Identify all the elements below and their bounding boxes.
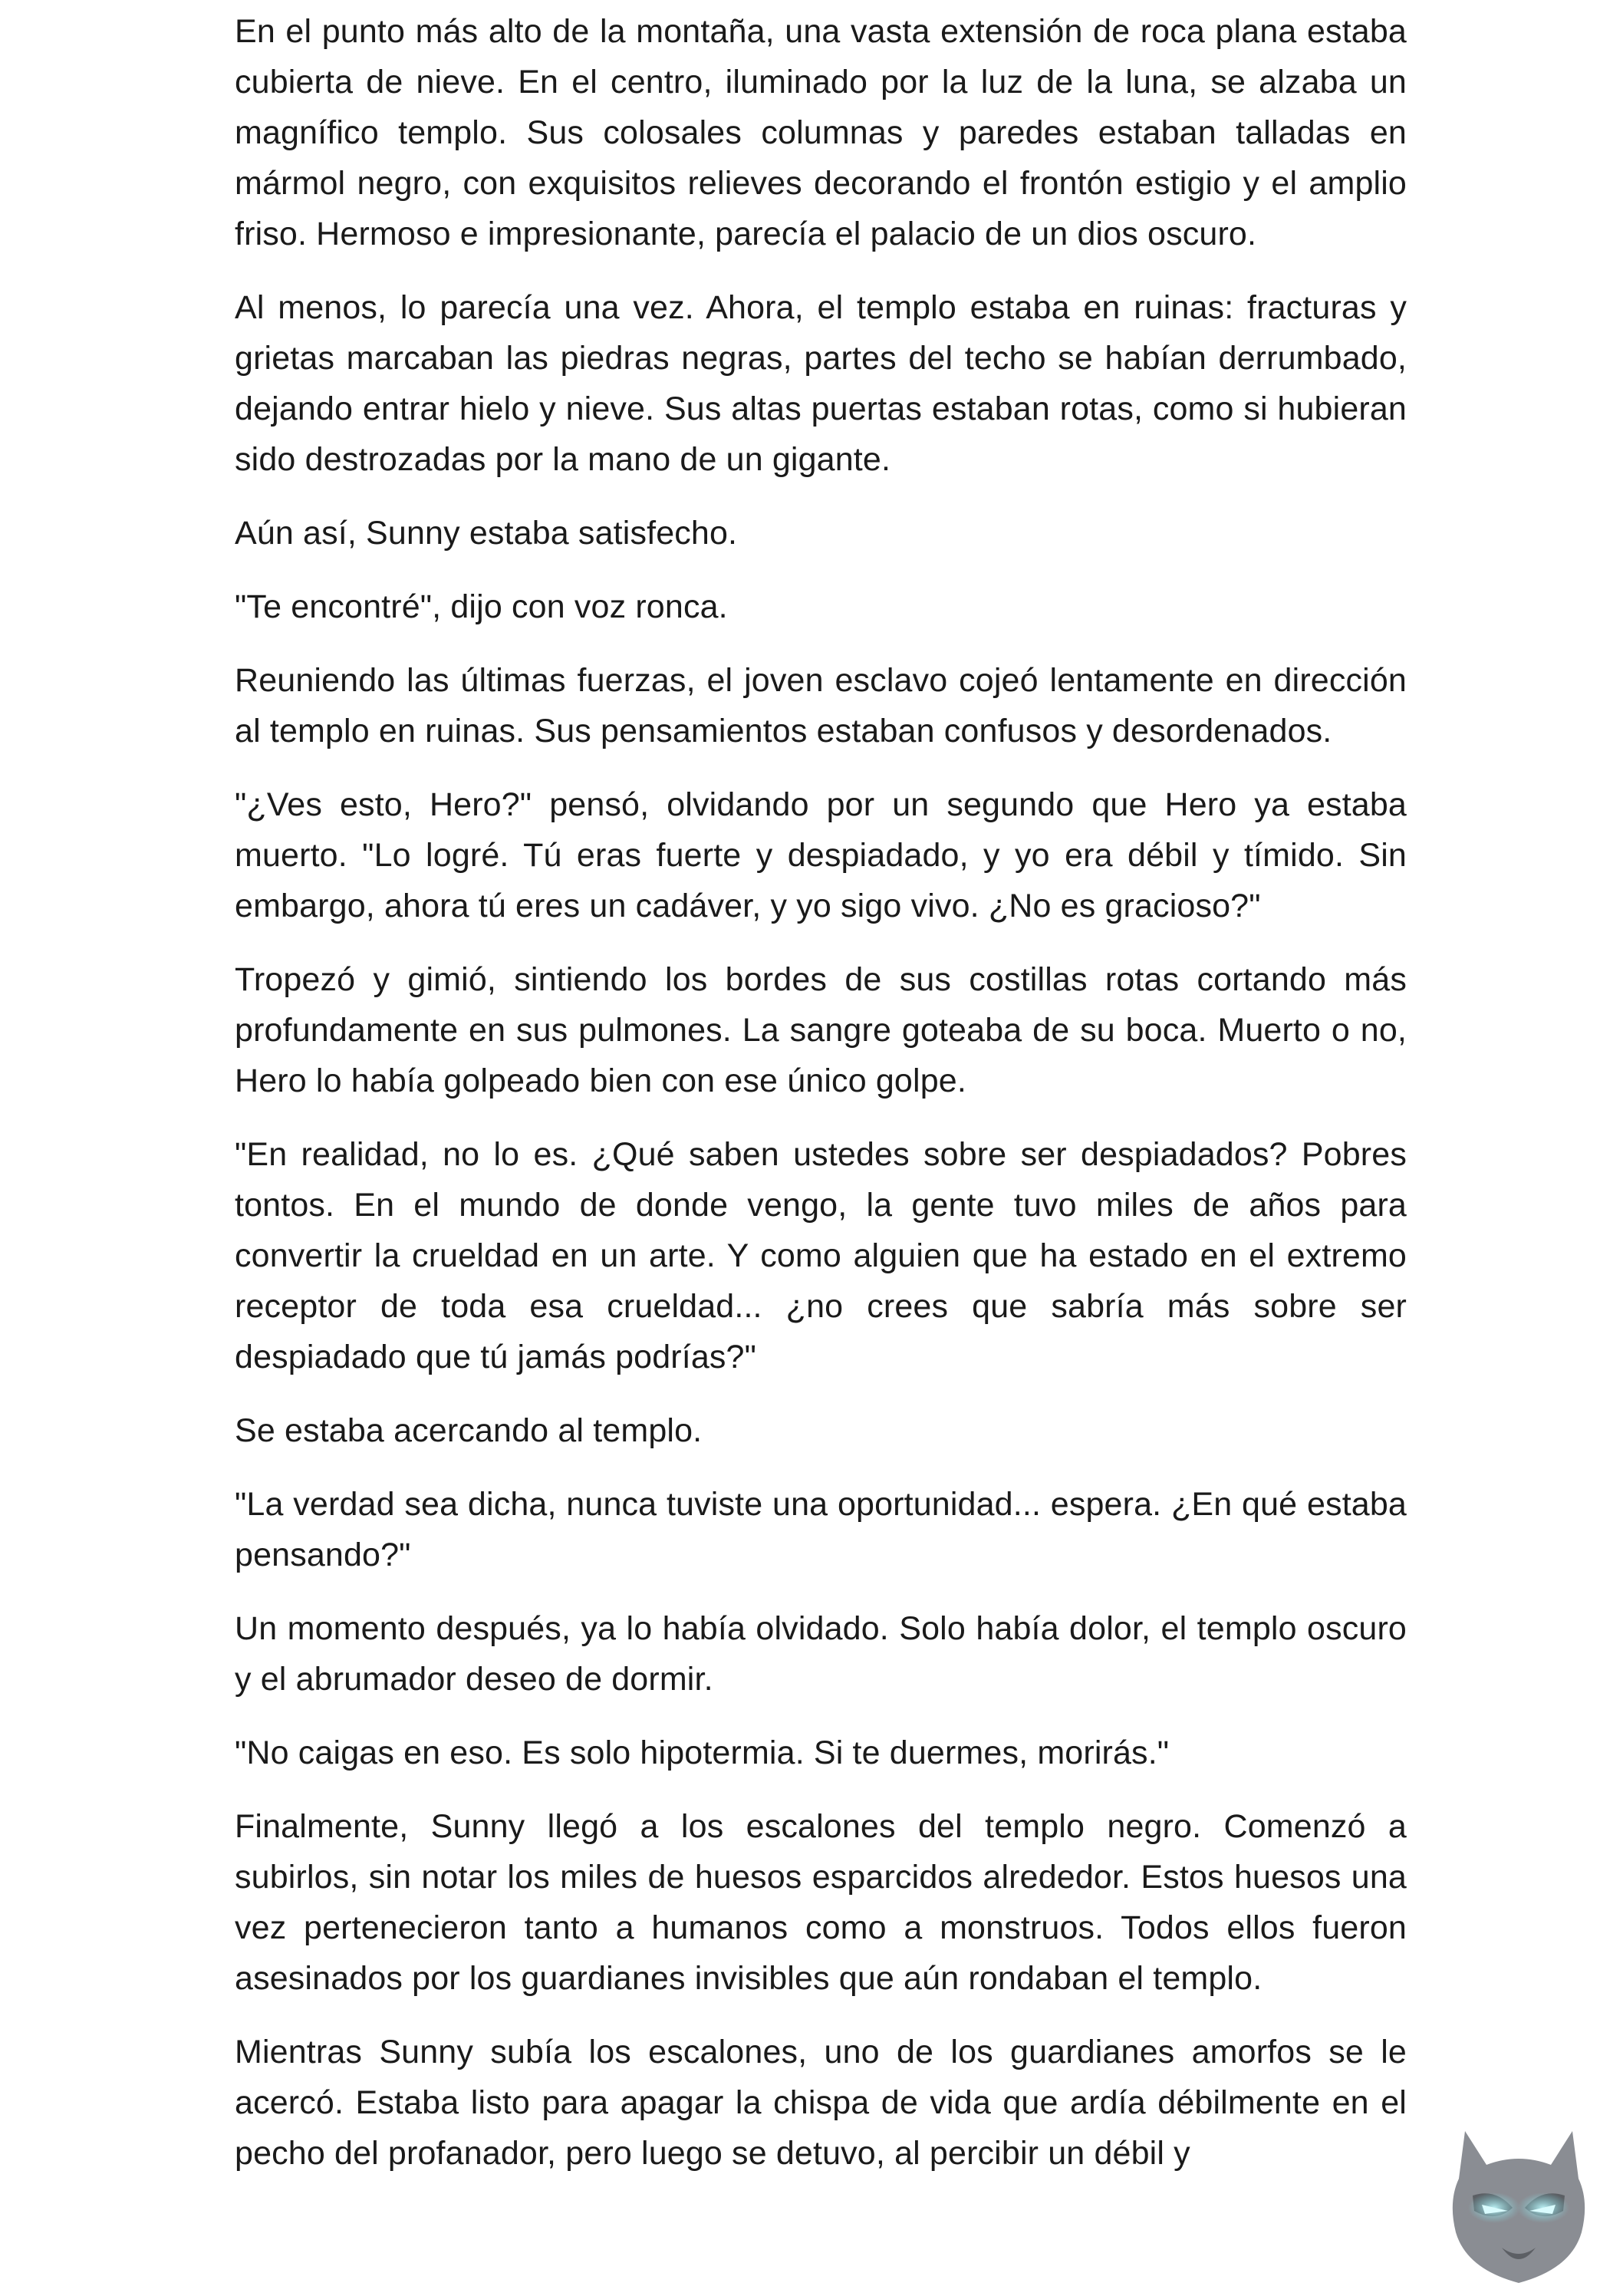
document-body	[235, 6, 1407, 2202]
paragraph-4: "Te encontré", dijo con voz ronca.	[235, 588, 728, 625]
paragraph-8: "En realidad, no lo es. ¿Qué saben ustedes sobre ser despiadados? Pobres tontos. En el mundo de donde vengo, la gente tuvo miles de años para convertir la crueldad en un arte. Y como alguien que ha estado en el extremo receptor de toda esa crueldad... ¿no crees que sabría más sobre ser despiadado que tú jamás podrías?"	[235, 1136, 1407, 1375]
paragraph-5: Reuniendo las últimas fuerzas, el joven esclavo cojeó lentamente en dirección al templo en ruinas. Sus pensamientos estaban confusos y desordenados.	[235, 662, 1407, 749]
demon-head-icon	[1442, 2125, 1595, 2286]
paragraph-3: Aún así, Sunny estaba satisfecho.	[235, 515, 738, 552]
paragraph-6: "¿Ves esto, Hero?" pensó, olvidando por un segundo que Hero ya estaba muerto. "Lo logré. Tú eras fuerte y despiadado, y yo era débil y tímido. Sin embargo, ahora tú eres un cadáver, y yo sigo vivo. ¿No es gracioso?"	[235, 786, 1407, 924]
paragraph-14: Mientras Sunny subía los escalones, uno de los guardianes amorfos se le acercó. Estaba listo para apagar la chispa de vida que ardía débilmente en el pecho del profanador, pero luego se detuvo, al percibir un débil y	[235, 2034, 1407, 2172]
paragraph-7: Tropezó y gimió, sintiendo los bordes de sus costillas rotas cortando más profundamente en sus pulmones. La sangre goteaba de su boca. Muerto o no, Hero lo había golpeado bien con ese único golpe.	[235, 961, 1407, 1099]
paragraph-2: Al menos, lo parecía una vez. Ahora, el templo estaba en ruinas: fracturas y grietas marcaban las piedras negras, partes del techo se habían derrumbado, dejando entrar hielo y nieve. Sus altas puertas estaban rotas, como si hubieran sido destrozadas por la mano de un gigante.	[235, 289, 1407, 478]
paragraph-1: En el punto más alto de la montaña, una vasta extensión de roca plana estaba cubierta de nieve. En el centro, iluminado por la luz de la luna, se alzaba un magnífico templo. Sus colosales columnas y paredes estaban talladas en mármol negro, con exquisitos relieves decorando el frontón estigio y el amplio friso. Hermoso e impresionante, parecía el palacio de un dios oscuro.	[235, 13, 1407, 252]
paragraph-11: Un momento después, ya lo había olvidado. Solo había dolor, el templo oscuro y el abrumador deseo de dormir.	[235, 1610, 1407, 1698]
paragraph-13: Finalmente, Sunny llegó a los escalones del templo negro. Comenzó a subirlos, sin notar los miles de huesos esparcidos alrededor. Estos huesos una vez pertenecieron tanto a humanos como a monstruos. Todos ellos fueron asesinados por los guardianes invisibles que aún rondaban el templo.	[235, 1808, 1407, 1997]
paragraph-10: "La verdad sea dicha, nunca tuviste una oportunidad... espera. ¿En qué estaba pensando?"	[235, 1486, 1407, 1573]
paragraph-12: "No caigas en eso. Es solo hipotermia. Si te duermes, morirás."	[235, 1734, 1170, 1771]
paragraph-9: Se estaba acercando al templo.	[235, 1412, 703, 1449]
